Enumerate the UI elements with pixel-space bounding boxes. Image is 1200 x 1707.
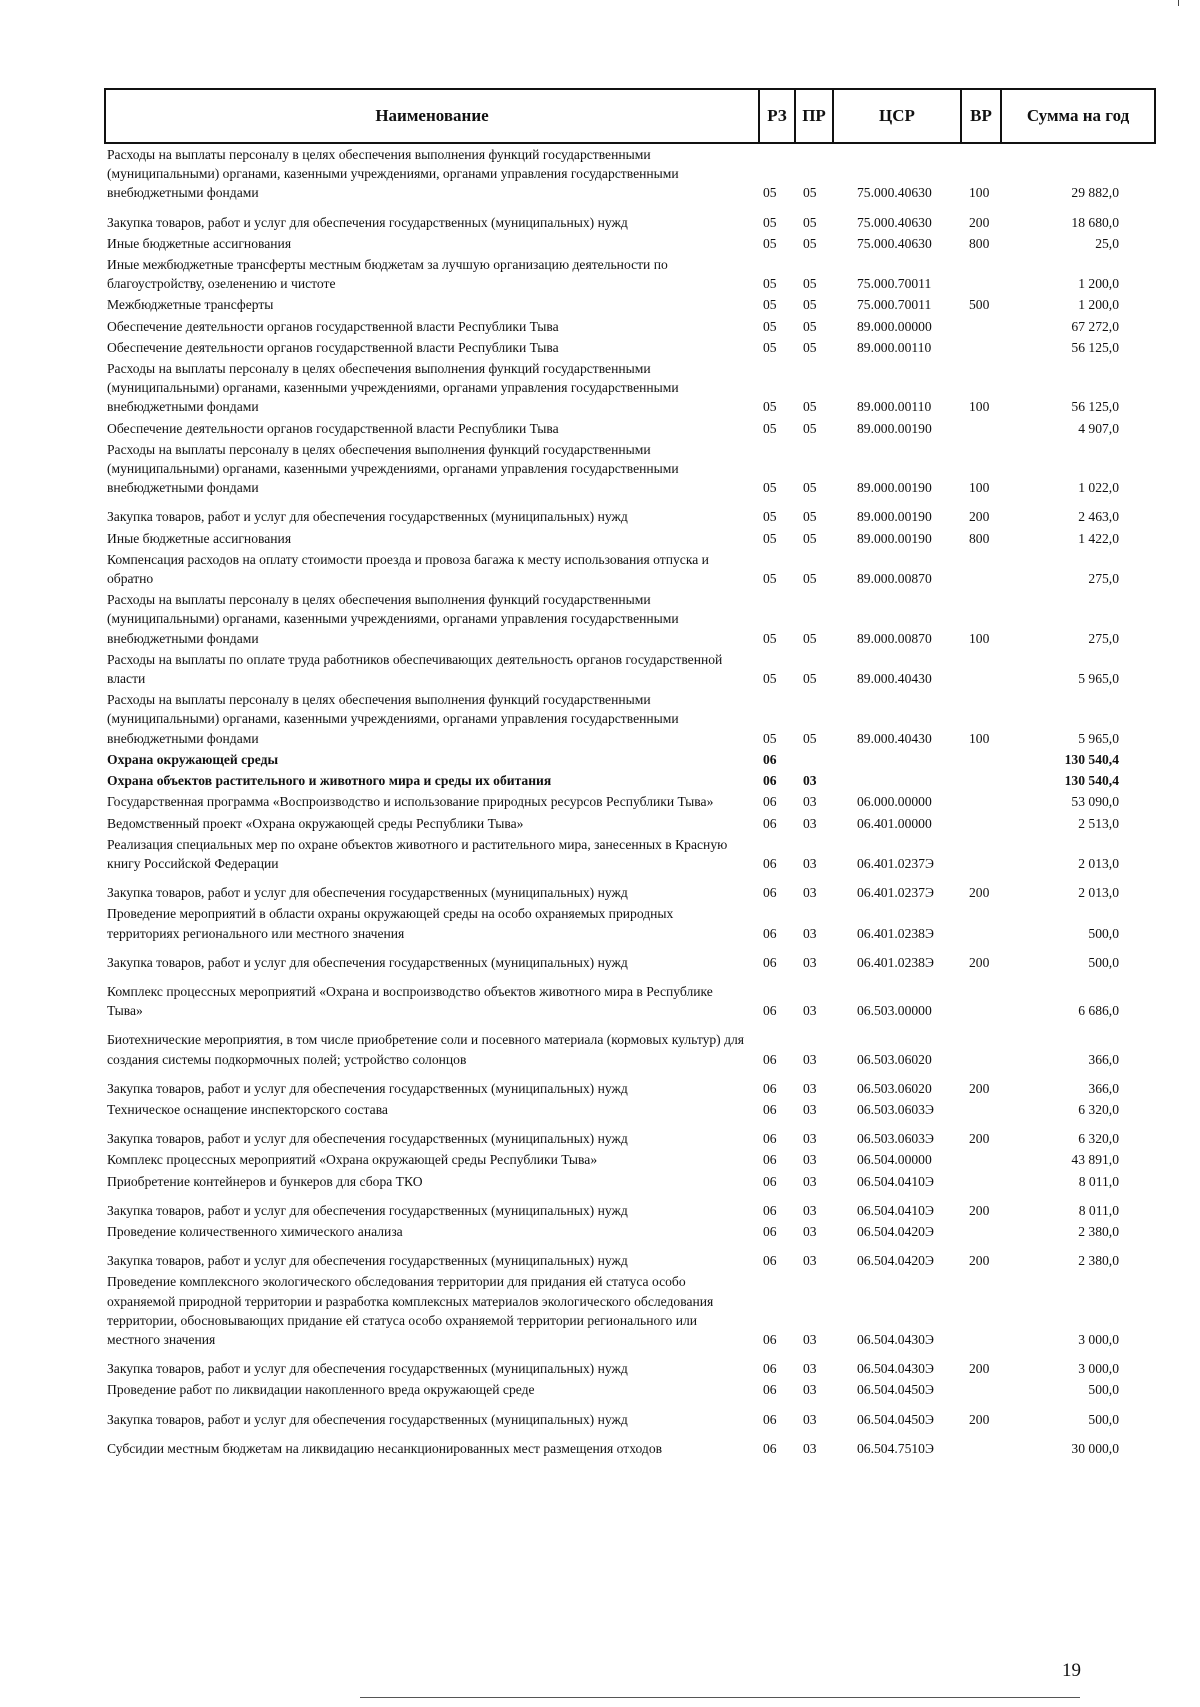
cell-vr — [961, 770, 1001, 791]
cell-vr — [961, 1171, 1001, 1192]
cell-sum: 6 686,0 — [1078, 1003, 1119, 1019]
cell-pr: 05 — [803, 730, 817, 746]
cell-csr: 89.000.00870 — [857, 630, 932, 646]
cell-csr: 89.000.00190 — [857, 420, 932, 436]
cell-rz: 05 — [763, 276, 777, 292]
table-row — [105, 1401, 1155, 1430]
cell-vr — [961, 1430, 1001, 1459]
table-row — [105, 1271, 1155, 1350]
cell-name: Закупка товаров, работ и услуг для обеспечения государственных (муниципальных) нужд — [107, 954, 628, 970]
cell-csr: 89.000.00870 — [857, 571, 932, 587]
table-row — [105, 1192, 1155, 1221]
cell-pr: 03 — [803, 1152, 817, 1168]
table-row — [105, 1379, 1155, 1400]
cell-pr: 03 — [803, 855, 817, 871]
cell-pr: 05 — [803, 276, 817, 292]
cell-csr: 06.503.00000 — [857, 1003, 932, 1019]
table-row — [105, 903, 1155, 943]
table-row — [105, 944, 1155, 973]
cell-rz: 06 — [763, 1101, 777, 1117]
table-row — [105, 358, 1155, 418]
cell-pr: 03 — [803, 1101, 817, 1117]
cell-pr: 05 — [803, 571, 817, 587]
cell-vr — [961, 834, 1001, 874]
cell-csr: 06.503.0603Э — [857, 1131, 934, 1147]
cell-vr: 200 — [969, 1361, 990, 1377]
cell-rz: 05 — [763, 420, 777, 436]
cell-name: Иные бюджетные ассигнования — [107, 530, 292, 546]
cell-csr: 89.000.00000 — [857, 318, 932, 334]
cell-sum: 8 011,0 — [1078, 1173, 1119, 1189]
cell-sum: 67 272,0 — [1071, 318, 1119, 334]
cell-name: Обеспечение деятельности органов государственной власти Республики Тыва — [107, 420, 559, 436]
cell-pr: 03 — [803, 1411, 817, 1427]
cell-csr: 06.401.0238Э — [857, 925, 934, 941]
table-row — [105, 233, 1155, 254]
table-row — [105, 316, 1155, 337]
cell-pr: 05 — [803, 297, 817, 313]
cell-csr: 06.504.00000 — [857, 1152, 932, 1168]
cell-sum: 366,0 — [1088, 1080, 1119, 1096]
cell-sum: 500,0 — [1088, 1411, 1119, 1427]
cell-vr — [961, 813, 1001, 834]
cell-vr — [961, 791, 1001, 812]
cell-sum: 500,0 — [1088, 954, 1119, 970]
cell-rz: 05 — [763, 297, 777, 313]
cell-rz: 05 — [763, 318, 777, 334]
cell-name: Расходы на выплаты персоналу в целях обеспечения выполнения функций государственными (муниципальными) органами, казенными учреждениями, органами управления государственными внебюджетными фондами — [107, 692, 679, 746]
cell-name: Закупка товаров, работ и услуг для обеспечения государственных (муниципальных) нужд — [107, 885, 628, 901]
header-sum: Сумма на год — [1001, 89, 1155, 143]
cell-name: Расходы на выплаты персоналу в целях обеспечения выполнения функций государственными (муниципальными) органами, казенными учреждениями, органами управления государственными внебюджетными фондами — [107, 147, 679, 201]
cell-rz: 05 — [763, 730, 777, 746]
table-header-row — [105, 89, 1155, 143]
cell-csr: 75.000.40630 — [857, 235, 932, 251]
table-row — [105, 1099, 1155, 1120]
cell-rz: 05 — [763, 509, 777, 525]
cell-csr: 89.000.00110 — [857, 399, 932, 415]
cell-csr — [833, 749, 961, 770]
cell-pr: 05 — [803, 399, 817, 415]
cell-rz: 06 — [763, 1411, 777, 1427]
table-row — [105, 1149, 1155, 1170]
cell-sum: 30 000,0 — [1071, 1440, 1119, 1456]
cell-name: Закупка товаров, работ и услуг для обеспечения государственных (муниципальных) нужд — [107, 1361, 628, 1377]
header-pr: ПР — [795, 89, 833, 143]
cell-pr: 03 — [803, 1131, 817, 1147]
table-row — [105, 294, 1155, 315]
cell-pr: 05 — [803, 318, 817, 334]
table-row — [105, 439, 1155, 499]
cell-sum: 43 891,0 — [1071, 1152, 1119, 1168]
cell-sum: 1 200,0 — [1078, 297, 1119, 313]
cell-csr: 06.401.0238Э — [857, 954, 934, 970]
cell-rz: 06 — [763, 885, 777, 901]
cell-vr — [961, 1379, 1001, 1400]
cell-pr: 03 — [803, 815, 817, 831]
cell-vr — [961, 418, 1001, 439]
cell-rz: 05 — [763, 671, 777, 687]
cell-rz: 06 — [763, 815, 777, 831]
scan-mark — [1178, 0, 1179, 6]
cell-name: Комплекс процессных мероприятий «Охрана и воспроизводство объектов животного мира в Республике Тыва» — [107, 983, 713, 1019]
table-row — [105, 204, 1155, 233]
cell-sum: 2 013,0 — [1078, 855, 1119, 871]
cell-csr: 06.504.0450Э — [857, 1382, 934, 1398]
cell-csr: 06.503.06020 — [857, 1080, 932, 1096]
cell-vr: 500 — [969, 297, 990, 313]
cell-name: Проведение количественного химического анализа — [107, 1223, 403, 1239]
table-row — [105, 1021, 1155, 1069]
cell-csr: 06.401.0237Э — [857, 855, 934, 871]
cell-vr — [961, 549, 1001, 589]
table-row — [105, 1171, 1155, 1192]
cell-csr: 06.503.0603Э — [857, 1101, 934, 1117]
cell-sum: 5 965,0 — [1078, 730, 1119, 746]
cell-name: Расходы на выплаты персоналу в целях обеспечения выполнения функций государственными (муниципальными) органами, казенными учреждениями, органами управления государственными внебюджетными фондами — [107, 441, 679, 496]
cell-pr: 03 — [803, 1253, 817, 1269]
cell-vr — [961, 254, 1001, 294]
cell-rz: 06 — [763, 773, 777, 789]
cell-vr: 200 — [969, 1080, 990, 1096]
cell-pr: 05 — [803, 630, 817, 646]
cell-sum: 2 380,0 — [1078, 1253, 1119, 1269]
cell-sum: 6 320,0 — [1078, 1101, 1119, 1117]
cell-rz: 05 — [763, 339, 777, 355]
cell-pr: 05 — [803, 671, 817, 687]
cell-rz: 06 — [763, 1223, 777, 1239]
cell-rz: 05 — [763, 214, 777, 230]
cell-name: Закупка товаров, работ и услуг для обеспечения государственных (муниципальных) нужд — [107, 1253, 628, 1269]
header-rz: РЗ — [759, 89, 795, 143]
cell-vr: 100 — [969, 630, 990, 646]
cell-name: Иные межбюджетные трансферты местным бюджетам за лучшую организацию деятельности по благоустройству, озеленению и чистоте — [107, 257, 668, 292]
cell-vr — [961, 1021, 1001, 1069]
cell-csr: 06.504.0450Э — [857, 1411, 934, 1427]
cell-vr — [961, 1271, 1001, 1350]
cell-sum: 500,0 — [1088, 1382, 1119, 1398]
cell-name: Биотехнические мероприятия, в том числе приобретение соли и посевного материала (кормовых культур) для создания системы подкормочных полей; устройство солонцов — [107, 1032, 745, 1067]
table-row — [105, 1430, 1155, 1459]
budget-table — [104, 88, 1156, 1459]
cell-sum: 500,0 — [1088, 925, 1119, 941]
table-row — [105, 418, 1155, 439]
cell-sum: 1 022,0 — [1078, 480, 1119, 496]
cell-name: Закупка товаров, работ и услуг для обеспечения государственных (муниципальных) нужд — [107, 1202, 628, 1218]
cell-name: Расходы на выплаты по оплате труда работников обеспечивающих деятельность органов государственной власти — [107, 651, 723, 687]
cell-csr: 06.401.0237Э — [857, 885, 934, 901]
cell-rz: 05 — [763, 630, 777, 646]
cell-csr: 89.000.00190 — [857, 509, 932, 525]
cell-csr: 89.000.00110 — [857, 339, 932, 355]
cell-pr: 05 — [803, 480, 817, 496]
cell-csr: 06.503.06020 — [857, 1051, 932, 1067]
cell-sum: 25,0 — [1095, 235, 1119, 251]
cell-pr: 03 — [803, 773, 817, 789]
cell-rz: 05 — [763, 480, 777, 496]
cell-vr: 200 — [969, 1202, 990, 1218]
cell-rz: 06 — [763, 1152, 777, 1168]
cell-pr: 03 — [803, 954, 817, 970]
cell-vr: 800 — [969, 530, 990, 546]
cell-name: Закупка товаров, работ и услуг для обеспечения государственных (муниципальных) нужд — [107, 1131, 628, 1147]
header-vr: ВР — [961, 89, 1001, 143]
cell-rz: 06 — [763, 925, 777, 941]
cell-vr: 200 — [969, 1411, 990, 1427]
table-row — [105, 791, 1155, 812]
cell-csr: 75.000.70011 — [857, 276, 932, 292]
cell-name: Компенсация расходов на оплату стоимости проезда и провоза багажа к месту использования отпуска и обратно — [107, 551, 709, 587]
cell-csr: 89.000.40430 — [857, 671, 932, 687]
cell-vr: 200 — [969, 1131, 990, 1147]
table-row — [105, 973, 1155, 1021]
cell-csr: 06.504.0410Э — [857, 1173, 934, 1189]
cell-vr: 100 — [969, 480, 990, 496]
cell-sum: 2 513,0 — [1078, 815, 1119, 831]
cell-vr — [961, 1149, 1001, 1170]
cell-vr: 200 — [969, 885, 990, 901]
cell-rz: 06 — [763, 1440, 777, 1456]
cell-pr: 03 — [803, 925, 817, 941]
header-csr: ЦСР — [833, 89, 961, 143]
cell-name: Приобретение контейнеров и бункеров для сбора ТКО — [107, 1173, 423, 1189]
cell-name: Закупка товаров, работ и услуг для обеспечения государственных (муниципальных) нужд — [107, 1411, 628, 1427]
cell-pr: 03 — [803, 794, 817, 810]
table-row — [105, 1120, 1155, 1149]
cell-csr: 75.000.40630 — [857, 185, 932, 201]
cell-pr: 03 — [803, 1080, 817, 1096]
table-row — [105, 143, 1155, 204]
table-row — [105, 1221, 1155, 1242]
cell-name: Комплекс процессных мероприятий «Охрана окружающей среды Республики Тыва» — [107, 1152, 598, 1168]
cell-name: Закупка товаров, работ и услуг для обеспечения государственных (муниципальных) нужд — [107, 1080, 628, 1096]
cell-name: Закупка товаров, работ и услуг для обеспечения государственных (муниципальных) нужд — [107, 509, 628, 525]
cell-pr: 05 — [803, 214, 817, 230]
table-row — [105, 813, 1155, 834]
cell-sum: 4 907,0 — [1078, 420, 1119, 436]
cell-sum: 366,0 — [1088, 1051, 1119, 1067]
cell-rz: 06 — [763, 1003, 777, 1019]
cell-csr — [833, 770, 961, 791]
cell-pr: 05 — [803, 235, 817, 251]
cell-sum: 18 680,0 — [1071, 214, 1119, 230]
cell-name: Государственная программа «Воспроизводство и использование природных ресурсов Республики Тыва» — [107, 794, 714, 810]
cell-pr: 05 — [803, 530, 817, 546]
cell-name: Субсидии местным бюджетам на ликвидацию несанкционированных мест размещения отходов — [107, 1440, 663, 1456]
table-row — [105, 770, 1155, 791]
cell-name: Расходы на выплаты персоналу в целях обеспечения выполнения функций государственными (муниципальными) органами, казенными учреждениями, органами управления государственными внебюджетными фондами — [107, 592, 679, 646]
table-row — [105, 1070, 1155, 1099]
cell-name: Техническое оснащение инспекторского состава — [107, 1101, 388, 1117]
table-row — [105, 498, 1155, 527]
cell-name: Охрана окружающей среды — [107, 751, 279, 767]
header-name: Наименование — [105, 89, 759, 143]
cell-rz: 06 — [763, 855, 777, 871]
cell-sum: 56 125,0 — [1071, 339, 1119, 355]
cell-csr: 06.504.0420Э — [857, 1253, 934, 1269]
cell-name: Проведение мероприятий в области охраны окружающей среды на особо охраняемых природных территориях регионального или местного значения — [107, 906, 674, 941]
cell-rz: 06 — [763, 954, 777, 970]
cell-sum: 29 882,0 — [1071, 185, 1119, 201]
cell-csr: 06.401.00000 — [857, 815, 932, 831]
cell-rz: 06 — [763, 794, 777, 810]
cell-pr: 03 — [803, 1440, 817, 1456]
cell-sum: 2 013,0 — [1078, 885, 1119, 901]
cell-pr: 03 — [803, 1331, 817, 1347]
cell-csr: 06.000.00000 — [857, 794, 932, 810]
cell-sum: 1 200,0 — [1078, 276, 1119, 292]
cell-csr: 75.000.40630 — [857, 214, 932, 230]
cell-pr: 03 — [803, 1361, 817, 1377]
cell-vr — [961, 903, 1001, 943]
cell-csr: 75.000.70011 — [857, 297, 932, 313]
cell-sum: 56 125,0 — [1071, 399, 1119, 415]
cell-csr: 06.504.0430Э — [857, 1361, 934, 1377]
cell-csr: 89.000.00190 — [857, 530, 932, 546]
cell-vr: 200 — [969, 509, 990, 525]
cell-rz: 06 — [763, 1202, 777, 1218]
cell-name: Реализация специальных мер по охране объектов животного и растительного мира, занесенных в Красную книгу Российской Федерации — [107, 836, 728, 871]
cell-vr — [961, 337, 1001, 358]
cell-csr: 06.504.0430Э — [857, 1331, 934, 1347]
cell-pr: 03 — [803, 1223, 817, 1239]
cell-sum: 275,0 — [1088, 630, 1119, 646]
cell-pr: 03 — [803, 1173, 817, 1189]
table-row — [105, 649, 1155, 689]
cell-vr — [961, 749, 1001, 770]
cell-vr: 200 — [969, 954, 990, 970]
cell-sum: 3 000,0 — [1078, 1361, 1119, 1377]
cell-name: Расходы на выплаты персоналу в целях обеспечения выполнения функций государственными (муниципальными) органами, казенными учреждениями, органами управления государственными внебюджетными фондами — [107, 361, 679, 415]
cell-name: Иные бюджетные ассигнования — [107, 235, 292, 251]
cell-pr — [795, 749, 833, 770]
cell-pr: 05 — [803, 185, 817, 201]
cell-name: Обеспечение деятельности органов государственной власти Республики Тыва — [107, 339, 559, 355]
cell-name: Ведомственный проект «Охрана окружающей среды Республики Тыва» — [107, 815, 524, 831]
table-row — [105, 749, 1155, 770]
cell-csr: 89.000.40430 — [857, 730, 932, 746]
cell-pr: 03 — [803, 1003, 817, 1019]
table-row — [105, 254, 1155, 294]
cell-sum: 130 540,4 — [1064, 773, 1119, 789]
cell-rz: 05 — [763, 235, 777, 251]
cell-sum: 130 540,4 — [1064, 751, 1119, 767]
table-row — [105, 528, 1155, 549]
cell-sum: 3 000,0 — [1078, 1331, 1119, 1347]
cell-rz: 06 — [763, 1331, 777, 1347]
cell-vr: 100 — [969, 399, 990, 415]
cell-rz: 06 — [763, 1382, 777, 1398]
cell-pr: 05 — [803, 339, 817, 355]
cell-rz: 05 — [763, 185, 777, 201]
cell-name: Охрана объектов растительного и животного мира и среды их обитания — [107, 773, 552, 789]
cell-rz: 05 — [763, 399, 777, 415]
table-row — [105, 549, 1155, 589]
cell-csr: 89.000.00190 — [857, 480, 932, 496]
cell-name: Межбюджетные трансферты — [107, 297, 274, 313]
cell-rz: 06 — [763, 1253, 777, 1269]
table-row — [105, 589, 1155, 649]
cell-csr: 06.504.0420Э — [857, 1223, 934, 1239]
cell-vr: 200 — [969, 1253, 990, 1269]
cell-sum: 2 463,0 — [1078, 509, 1119, 525]
table-row — [105, 834, 1155, 874]
cell-sum: 2 380,0 — [1078, 1223, 1119, 1239]
cell-pr: 05 — [803, 420, 817, 436]
cell-rz: 05 — [763, 530, 777, 546]
cell-rz: 06 — [763, 1080, 777, 1096]
cell-sum: 1 422,0 — [1078, 530, 1119, 546]
cell-rz: 06 — [763, 751, 777, 767]
table-row — [105, 337, 1155, 358]
cell-pr: 03 — [803, 885, 817, 901]
cell-rz: 05 — [763, 571, 777, 587]
cell-name: Проведение работ по ликвидации накопленного вреда окружающей среде — [107, 1382, 535, 1398]
cell-vr: 100 — [969, 730, 990, 746]
footer-divider — [360, 1697, 1080, 1698]
cell-pr: 05 — [803, 509, 817, 525]
cell-rz: 06 — [763, 1131, 777, 1147]
cell-rz: 06 — [763, 1051, 777, 1067]
cell-sum: 8 011,0 — [1078, 1202, 1119, 1218]
cell-vr — [961, 1099, 1001, 1120]
cell-name: Проведение комплексного экологического обследования территории для придания ей статуса особо охраняемой природной территории и разработка комплексных материалов экологического обследования территории, обосновывающих придание ей статуса особо охраняемой территории регионального или местного значения — [107, 1274, 714, 1347]
table-row — [105, 874, 1155, 903]
cell-vr — [961, 973, 1001, 1021]
cell-csr: 06.504.0410Э — [857, 1202, 934, 1218]
page-number: 19 — [1062, 1660, 1081, 1681]
cell-vr — [961, 316, 1001, 337]
cell-rz: 06 — [763, 1361, 777, 1377]
cell-vr: 100 — [969, 185, 990, 201]
cell-name: Обеспечение деятельности органов государственной власти Республики Тыва — [107, 318, 559, 334]
cell-name: Закупка товаров, работ и услуг для обеспечения государственных (муниципальных) нужд — [107, 214, 628, 230]
cell-rz: 06 — [763, 1173, 777, 1189]
cell-sum: 53 090,0 — [1071, 794, 1119, 810]
cell-csr: 06.504.7510Э — [857, 1440, 934, 1456]
cell-sum: 6 320,0 — [1078, 1131, 1119, 1147]
cell-pr: 03 — [803, 1051, 817, 1067]
cell-vr — [961, 1221, 1001, 1242]
cell-sum: 275,0 — [1088, 571, 1119, 587]
cell-pr: 03 — [803, 1382, 817, 1398]
cell-vr: 800 — [969, 235, 990, 251]
cell-vr — [961, 649, 1001, 689]
table-body — [105, 143, 1155, 1459]
table-row — [105, 689, 1155, 749]
table-row — [105, 1242, 1155, 1271]
cell-vr: 200 — [969, 214, 990, 230]
table-row — [105, 1350, 1155, 1379]
cell-sum: 5 965,0 — [1078, 671, 1119, 687]
cell-pr: 03 — [803, 1202, 817, 1218]
